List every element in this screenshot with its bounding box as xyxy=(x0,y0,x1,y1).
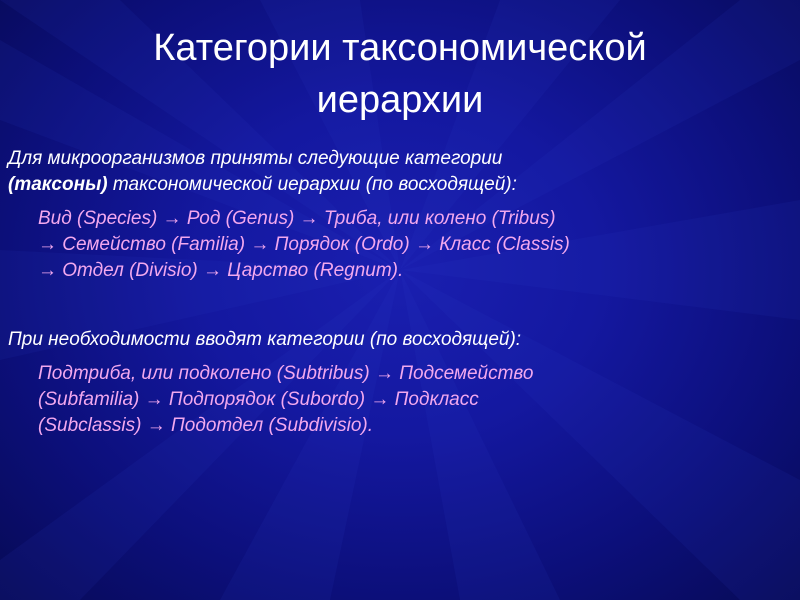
title-line-1: Категории таксономической xyxy=(153,27,647,69)
intro-text-end: таксономической иерархии (по восходящей): xyxy=(107,174,517,195)
chain-line: → Отдел (Divisio) → Царство (Regnum). xyxy=(38,260,404,281)
intro-text-start: Для микроорганизмов приняты следующие категории xyxy=(8,148,503,169)
taxonomy-chain-main xyxy=(38,206,792,284)
slide-title xyxy=(0,22,800,126)
chain-line: Подтриба, или подколено (Subtribus) → Подсемейство xyxy=(38,363,534,384)
taxa-bold-term: (таксоны) xyxy=(8,174,108,195)
chain-line: → Семейство (Familia) → Порядок (Ordo) → Класс (Classis) xyxy=(38,234,570,255)
intro-paragraph-2: При необходимости вводят категории (по восходящей): xyxy=(8,329,522,350)
taxonomy-chain-extra xyxy=(38,361,792,439)
chain-line: Вид (Species) → Род (Genus) → Триба, или колено (Tribus) xyxy=(38,208,556,229)
slide-body xyxy=(8,146,792,439)
intro-paragraph-1 xyxy=(8,146,792,198)
title-line-2: иерархии xyxy=(316,79,484,121)
chain-line: (Subfamilia) → Подпорядок (Subordo) → Подкласс xyxy=(38,389,479,410)
chain-line: (Subclassis) → Подотдел (Subdivisio). xyxy=(38,415,374,436)
